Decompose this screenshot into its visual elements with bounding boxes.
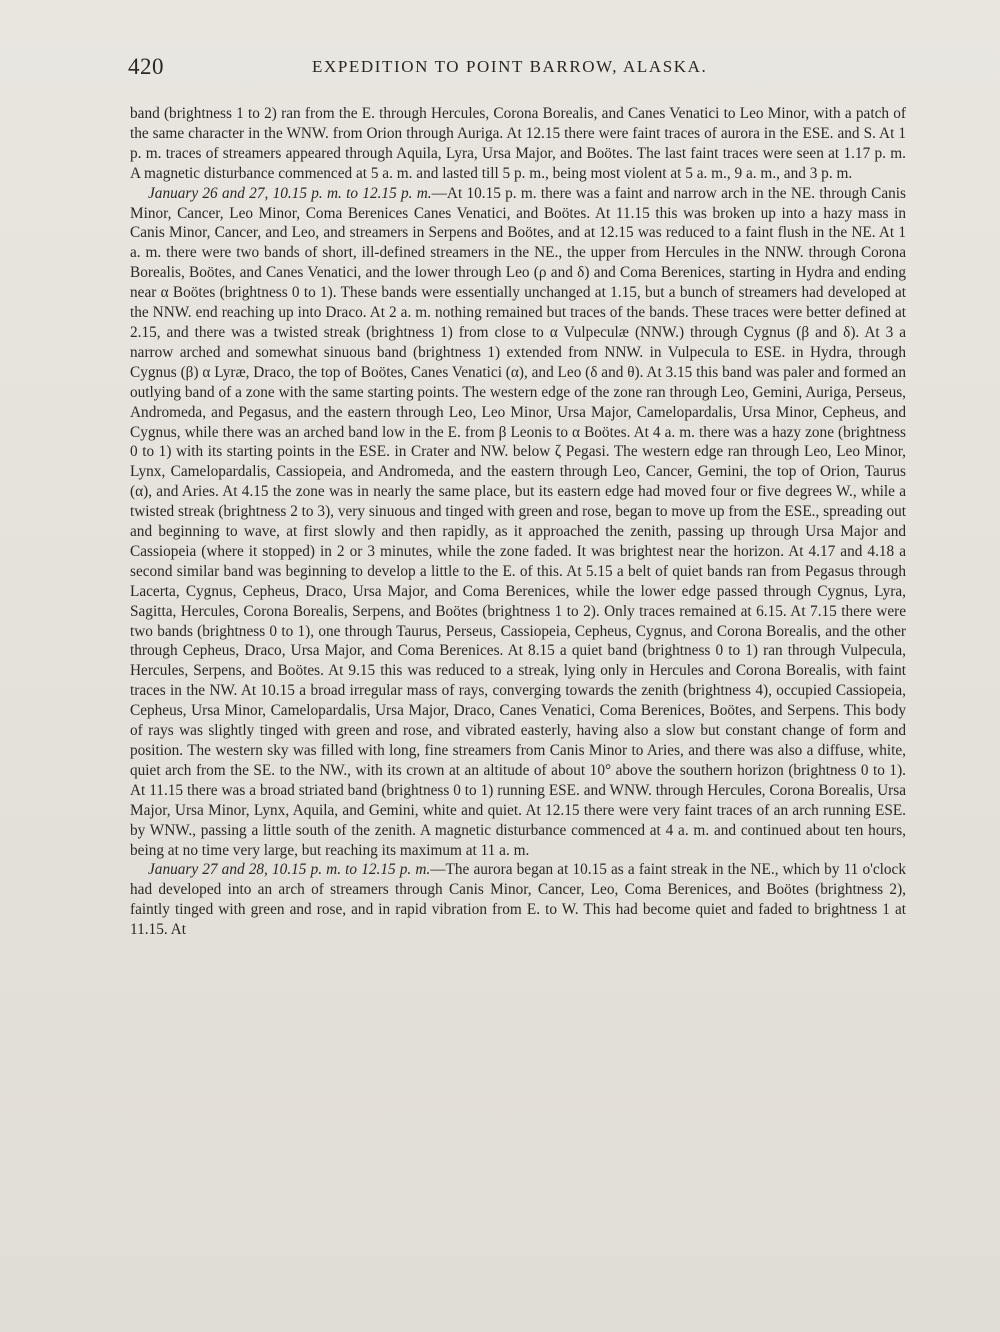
paragraph-text: —At 10.15 p. m. there was a faint and narrow arch in the NE. through Canis Minor, Cancer, Leo Minor, Coma Berenices Canes Venatici, and Boötes. At 11.15 this was broken up into a hazy mass in Canis Minor, Cancer, and Leo, and streamers in Serpens and Boötes, and at 12.15 was reduced to a faint flush in the NE. At 1 a. m. there were two bands of short, ill-defined streamers in the NE., the upper from Hercules in the NNW. through Corona Borealis, Boötes, and Canes Venatici, and the lower through Leo (ρ and δ) and Coma Berenices, starting in Hydra and ending near α Boötes (brightness 0 to 1). These bands were essentially unchanged at 1.15, but a bunch of streamers had developed at the NNW. end reaching up into Draco. At 2 a. m. nothing remained but traces of the bands. These traces were better defined at 2.15, and there was a twisted streak (brightness 1) from close to α Vulpeculæ (NNW.) through Cygnus (β and δ). At 3 a narrow arched and somewhat sinuous band (brightness 1) extended from NNW. in Vulpecula to ESE. in Hydra, through Cygnus (β) α Lyræ, Draco, the top of Boötes, Canes Venatici (α), and Leo (δ and θ). At 3.15 this band was paler and formed an outlying band of a zone with the same starting points. The western edge of the zone ran through Leo, Gemini, Auriga, Perseus, Andromeda, and Pegasus, and the eastern through Leo, Leo Minor, Ursa Major, Camelopardalis, Ursa Minor, Cepheus, and Cygnus, while there was an arched band low in the E. from β Leonis to α Boötes. At 4 a. m. there was a hazy zone (brightness 0 to 1) with its starting points in the ESE. in Crater and NW. below ζ Pegasi. The western edge ran through Leo, Leo Minor, Lynx, Camelopardalis, Cassiopeia, and Andromeda, and the eastern through Leo, Cancer, Gemini, the top of Orion, Taurus (α), and Aries. At 4.15 the zone was in nearly the same place, but its eastern edge had moved four or five degrees W., while a twisted streak (brightness 2 to 3), very sinuous and tinged with green and rose, began to move up from the ESE., spreading out and beginning to wave, at first slowly and then rapidly, as it approached the zenith, passing up through Ursa Major and Cassiopeia (where it stopped) in 2 or 3 minutes, while the zone faded. It was brightest near the horizon. At 4.17 and 4.18 a second similar band was beginning to develop a little to the E. of this. At 5.15 a belt of quiet bands ran from Pegasus through Lacerta, Cygnus, Cepheus, Draco, Ursa Major, and Coma Berenices, while the lower edge passed through Cygnus, Lyra, Sagitta, Hercules, Corona Borealis, Serpens, and Boötes (brightness 1 to 2). Only traces remained at 6.15. At 7.15 there were two bands (brightness 0 to 1), one through Taurus, Perseus, Cassiopeia, Cepheus, Cygnus, and Corona Borealis, and the other through Cepheus, Draco, Ursa Major, and Coma Berenices. At 8.15 a quiet band (brightness 0 to 1) ran through Vulpecula, Hercules, Serpens, and Boötes. At 9.15 this was reduced to a streak, lying only in Hercules and Corona Borealis, with faint traces in the NW. At 10.15 a broad irregular mass of rays, converging towards the zenith (brightness 4), occupied Cassiopeia, Cepheus, Ursa Minor, Camelopardalis, Ursa Major, Draco, Canes Venatici, Coma Berenices, Boötes, and Serpens. This body of rays was slightly tinged with green and rose, and vibrated easterly, having also a slow but constant change of form and position. The western sky was filled with long, fine streamers from Canis Minor to Aries, and there was also a diffuse, white, quiet arch from the SE. to the NW., with its crown at an altitude of about 10° above the southern horizon (brightness 0 to 1). At 11.15 there was a broad striated band (brightness 0 to 1) running ESE. and WNW. through Hercules, Corona Borealis, Ursa Major, Ursa Minor, Lynx, Aquila, and Gemini, white and quiet. At 12.15 there were very faint traces of an arch running ESE. by WNW., passing a little south of the zenith. A magnetic disturbance commenced at 4 a. m. and continued about ten hours, being at no time very large, but reaching its maximum at 11 a. m. bbox=[130, 184, 906, 859]
paragraph bbox=[130, 184, 906, 861]
page-number: 420 bbox=[128, 54, 164, 79]
running-head: EXPEDITION TO POINT BARROW, ALASKA. bbox=[312, 57, 708, 76]
paragraph-text: —The aurora began at 10.15 as a faint streak in the NE., which by 11 o'clock had developed into an arch of streamers through Canis Minor, Cancer, Leo, Coma Berenices, and Boötes (brightness 2), faintly tinged with green and rose, and in rapid vibration from E. to W. This had become quiet and faded to brightness 1 at 11.15. At bbox=[130, 861, 906, 939]
entry-date: January 27 and 28, 10.15 p. m. to 12.15 p. m. bbox=[148, 861, 431, 879]
paragraph bbox=[130, 104, 906, 184]
page-header bbox=[128, 54, 908, 88]
paragraph-text: band (brightness 1 to 2) ran from the E. through Hercules, Corona Borealis, and Canes Venatici to Leo Minor, with a patch of the same character in the WNW. from Orion through Auriga. At 12.15 there were faint traces of aurora in the ESE. and S. At 1 p. m. traces of streamers appeared through Aquila, Lyra, Ursa Major, and Boötes. The last faint traces were seen at 1.17 p. m. A magnetic disturbance commenced at 5 a. m. and lasted till 5 p. m., being most violent at 5 a. m., 9 a. m., and 3 p. m. bbox=[130, 105, 906, 182]
paragraph bbox=[130, 860, 906, 940]
entry-date: January 26 and 27, 10.15 p. m. to 12.15 p. m. bbox=[148, 184, 432, 202]
body-text bbox=[130, 104, 906, 940]
